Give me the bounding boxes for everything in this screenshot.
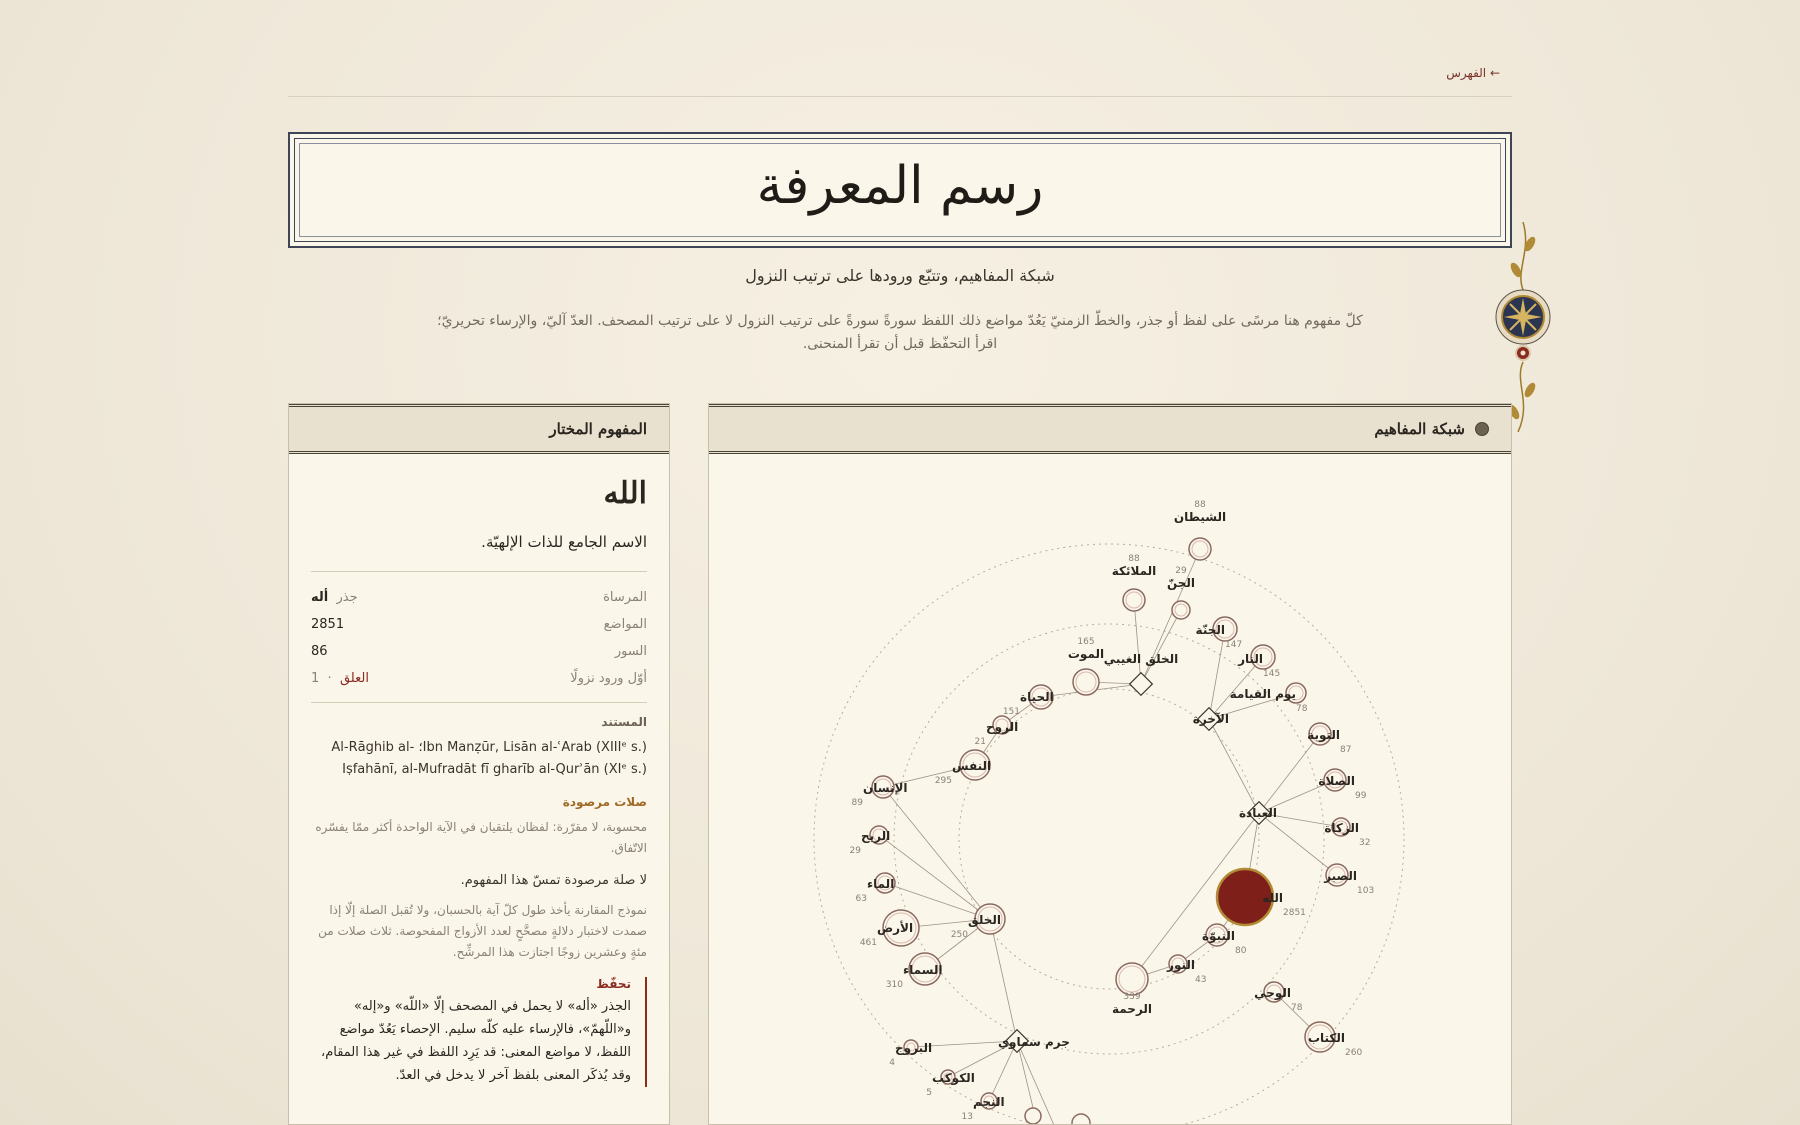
concept-node-label: الروح — [986, 720, 1019, 734]
links-note: محسوبة، لا مقرّرة: لفظان يلتقيان في الآية الواحدة أكثر ممّا يفسّره الاتّفاق. — [315, 820, 647, 855]
concept-node-label: الحياة — [1020, 690, 1054, 704]
concept-node-label: الإنسان — [863, 781, 908, 795]
meta-anchor — [311, 584, 647, 611]
network-edge — [883, 787, 990, 919]
concept-node-label: الشيطان — [1173, 510, 1227, 524]
concept-node-count: 165 — [1077, 637, 1095, 647]
concept-node-label: الريح — [861, 829, 891, 843]
network-edge — [990, 919, 1017, 1041]
group-hub-icon[interactable] — [1130, 673, 1153, 696]
concept-node-count: 89 — [851, 798, 863, 808]
group-hub-label: جرم سماوي — [998, 1035, 1070, 1049]
selected-concept-heading: المفهوم المختار — [549, 420, 647, 438]
concept-node-count: 250 — [950, 930, 968, 940]
concept-node-count: 43 — [1195, 975, 1207, 985]
concept-node-count: 103 — [1357, 886, 1375, 896]
concept-node-count: 87 — [1340, 745, 1352, 755]
concept-network-panel — [708, 403, 1512, 1125]
network-edge — [1259, 734, 1320, 813]
concept-node-label: الكوكب — [932, 1071, 975, 1085]
concept-node-label: النور — [1167, 958, 1195, 972]
concept-node[interactable] — [1116, 963, 1148, 995]
concept-node-count: 13 — [961, 1112, 973, 1122]
meta-first-sep: · — [327, 671, 332, 686]
meta-occurrences-value: 2851 — [311, 617, 345, 632]
concept-node-label: الماء — [867, 877, 895, 891]
meta-first-num: 1 — [311, 671, 320, 686]
network-edge — [879, 835, 990, 919]
network-edge — [1141, 610, 1181, 684]
network-edge — [1209, 629, 1225, 719]
caution-text: الجذر «أله» لا يحمل في المصحف إلّا «اللّه» و«إله» و«اللّهمّ»، فالإرساء عليه كلّه سليم. الإحصاء يَعُدّ مواضع اللفظ، لا مواضع المعنى: قد يَرِد اللفظ في غير هذا المقام، وقد يُذكَر المعنى بلفظ آخر لا يدخل في العدّ. — [321, 999, 631, 1083]
concept-node-label: الكتاب — [1307, 1031, 1345, 1045]
meta-surahs-label: السور — [614, 644, 647, 659]
group-hub-label: الآخرة — [1192, 712, 1229, 726]
concept-node-label: السماء — [903, 963, 943, 977]
selected-concept-header — [289, 404, 669, 454]
no-links-message: لا صلة مرصودة تمسّ هذا المفهوم. — [460, 873, 647, 888]
concept-node-label: النجم — [973, 1095, 1005, 1109]
intro-note-line-1: كلّ مفهوم هنا مرسًى على لفظ أو جذر، والخطّ الزمنيّ يَعُدّ مواضع ذلك اللفظ سورةً سورةً على ترتيب النزول لا على ترتيب المصحف. العدّ آليّ، والإرساء تحريريّ؛ — [437, 313, 1363, 329]
meta-occurrences — [311, 611, 647, 638]
concept-node-count: 99 — [1355, 791, 1367, 801]
concept-network-header — [709, 404, 1511, 454]
group-hub-label: العبادة — [1238, 806, 1277, 820]
intro-note-line-2: اقرأ التحفّظ قبل أن تقرأ المنحنى. — [802, 336, 998, 352]
concept-node-label: الوحي — [1254, 986, 1291, 1000]
meta-anchor-prefix: جذر — [336, 590, 358, 605]
concept-node-count: 80 — [1235, 946, 1247, 956]
meta-first-label: أوّل ورود نزولًا — [570, 671, 647, 686]
concept-node-count: 21 — [974, 737, 986, 747]
network-edge — [989, 1041, 1017, 1101]
divider — [311, 571, 647, 572]
concept-node-count: 88 — [1128, 554, 1140, 564]
concept-node[interactable] — [1072, 1114, 1090, 1124]
concept-node-count: 461 — [859, 938, 877, 948]
concept-node-count: 147 — [1225, 640, 1243, 650]
concept-node-count: 260 — [1345, 1048, 1363, 1058]
concept-node-label: الزكاة — [1324, 821, 1359, 835]
concept-node-count: 78 — [1296, 704, 1308, 714]
concept-node-label: النبوّة — [1201, 929, 1235, 943]
concept-node-count: 151 — [1002, 707, 1020, 717]
concept-node-count: 63 — [855, 894, 867, 904]
meta-first-occurrence — [311, 665, 647, 692]
concept-network-graph[interactable] — [709, 454, 1511, 1124]
network-edge — [1134, 600, 1141, 684]
divider — [311, 702, 647, 703]
compass-ornament-icon — [1488, 222, 1558, 432]
concept-network-heading: شبكة المفاهيم — [1374, 420, 1465, 438]
concept-node-label: يوم القيامة — [1229, 687, 1296, 701]
caution-heading: تحفّظ — [596, 977, 631, 991]
selected-concept-panel — [288, 403, 670, 1125]
concept-node-count: 29 — [849, 846, 861, 856]
concept-node-count: 339 — [1123, 992, 1141, 1002]
top-nav — [288, 58, 1512, 97]
concept-node-label: الجنّة — [1195, 623, 1225, 637]
concept-node-count: 78 — [1291, 1003, 1303, 1013]
concept-node-count: 310 — [885, 980, 903, 990]
concept-node-count: 5 — [926, 1088, 932, 1098]
meta-surahs — [311, 638, 647, 665]
sources-list — [311, 737, 647, 781]
concept-node-label: النار — [1238, 652, 1263, 666]
meta-surahs-value: 86 — [311, 644, 328, 659]
title-frame — [288, 132, 1512, 248]
concept-node[interactable] — [1073, 669, 1099, 695]
concept-definition: الاسم الجامع للذات الإلهيّة. — [481, 533, 647, 551]
meta-anchor-label: المرساة — [603, 590, 647, 605]
group-hub-label: الخلق الغيبي — [1103, 652, 1179, 666]
model-note: نموذج المقارنة يأخذ طول كلّ آية بالحسبان، ولا تُقبل الصلة إلّا إذا صمدت لاختبار دلالةٍ مصحَّحٍ لعدد الأزواج المفحوصة. ثلاث صلات من مئةٍ وعشرين زوجًا اجتازت هذا المرشِّح. — [318, 903, 647, 959]
concept-node-label: الملائكة — [1111, 564, 1157, 578]
source-line-2: Iṣfahānī, al-Mufradāt fī gharīb al-Qurʾān (XIᵉ s.) — [342, 762, 647, 777]
concept-node-label: الجنّ — [1166, 576, 1196, 590]
concept-node-count: 88 — [1194, 500, 1206, 510]
concept-node-count: 145 — [1263, 669, 1281, 679]
concept-node-label: الصبر — [1324, 869, 1357, 883]
meta-anchor-value: أله — [311, 590, 329, 605]
first-surah-link[interactable]: العلق — [339, 671, 369, 686]
meta-occurrences-label: المواضع — [603, 617, 647, 632]
concept-node[interactable] — [1025, 1108, 1041, 1124]
concept-node-label: البروج — [895, 1041, 933, 1055]
concept-node-label: الرحمة — [1111, 1002, 1153, 1016]
concept-node-count: 29 — [1175, 566, 1187, 576]
concept-node-label: التوبة — [1307, 728, 1340, 742]
concept-node-count: 32 — [1359, 838, 1371, 848]
concept-node-count: 295 — [934, 776, 952, 786]
concept-node-label: الصلاة — [1318, 774, 1355, 788]
concept-node-label: الموت — [1067, 647, 1105, 661]
concept-node-label: النفس — [952, 759, 992, 773]
source-line-1: Al-Rāghib al- ؛Ibn Manẓūr, Lisān al-ʿArab (XIIIᵉ s.) — [331, 740, 647, 755]
caution-box — [311, 977, 647, 1087]
links-heading: صلات مرصودة — [562, 795, 647, 809]
page-subtitle: شبكة المفاهيم، وتتبّع ورودها على ترتيب النزول — [745, 266, 1055, 285]
concept-node-count: 2851 — [1283, 908, 1306, 918]
back-to-index-link[interactable]: ← الفهرس — [1446, 66, 1500, 80]
page-title: رسم المعرفة — [756, 156, 1044, 216]
network-bullet-icon — [1475, 422, 1489, 436]
concept-node-label: الخلق — [968, 913, 1001, 927]
concept-node-label: الله — [1262, 891, 1283, 905]
intro-note — [400, 310, 1400, 356]
sources-heading: المستند — [601, 715, 647, 729]
concept-node-label: الأرض — [877, 921, 914, 935]
concept-node-count: 4 — [889, 1058, 895, 1068]
network-edge — [1209, 719, 1259, 813]
concept-name: الله — [603, 476, 647, 511]
